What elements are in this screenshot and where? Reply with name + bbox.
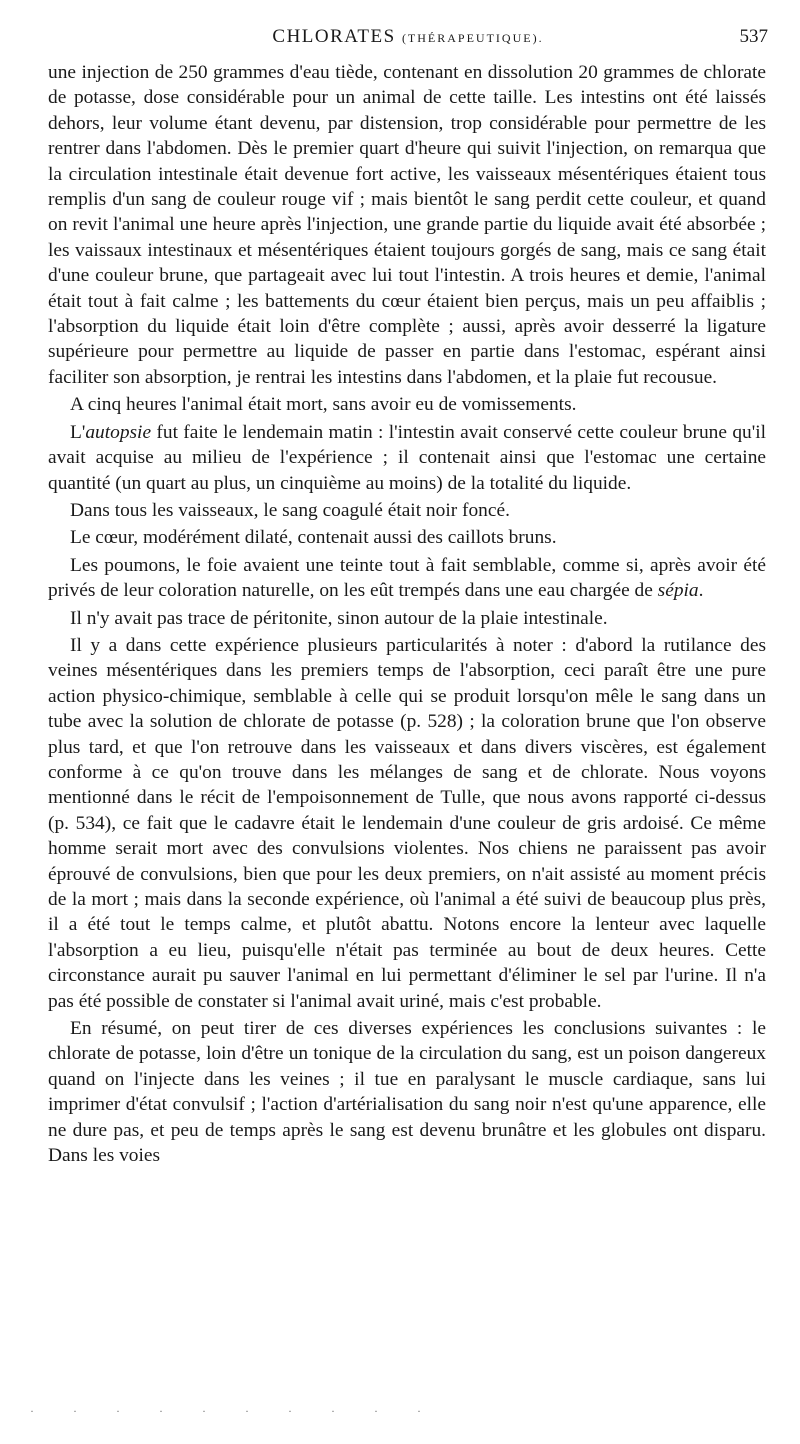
- paragraph-2-text: A cinq heures l'animal était mort, sans avoir eu de vomissements.: [70, 394, 577, 416]
- running-title-sub: (THÉRAPEUTIQUE).: [401, 31, 544, 45]
- page-number: 537: [739, 26, 768, 47]
- paragraph-7-text: Il n'y avait pas trace de péritonite, sinon autour de la plaie intestinale.: [70, 607, 608, 629]
- paragraph-3-lead: L': [70, 421, 86, 443]
- paragraph-2: [48, 392, 766, 417]
- paragraph-9-text: En résumé, on peut tirer de ces diverses expériences les conclusions suivantes : le chlorate de potasse, loin d'être un tonique de la circulation du sang, est un poison dangereux quand on l'injecte dans les veines ; il tue en paralysant le muscle cardiaque, sans lui imprimer d'état convulsif ; l'action d'artérialisation du sang noir n'est qu'une apparence, elle ne dure pas, et peu de temps après le sang est devenu brunâtre et les globules ont disparu. Dans les voies: [48, 1018, 766, 1167]
- paragraph-4: [48, 498, 766, 523]
- paragraph-5-text: Le cœur, modérément dilaté, contenait aussi des caillots bruns.: [70, 527, 557, 549]
- paragraph-5: [48, 525, 766, 550]
- body-text: [48, 60, 766, 1168]
- paragraph-8: [48, 633, 766, 1014]
- paragraph-3-text: fut faite le lendemain matin : l'intestin avait conservé cette couleur brune qu'il avait acquise au milieu de l'expérience ; il contenait ainsi que l'estomac une certaine quantité (un quart au plus, un cinquième au moins) de la totalité du liquide.: [48, 421, 766, 494]
- running-title: [48, 26, 768, 48]
- paragraph-3: [48, 420, 766, 496]
- paragraph-9: [48, 1016, 766, 1168]
- paragraph-3-italic: autopsie: [85, 421, 152, 443]
- paragraph-1: [48, 60, 766, 390]
- footer-specks: · · · · · · · · · ·: [30, 1404, 439, 1418]
- paragraph-6-italic: sépia: [657, 580, 699, 602]
- paragraph-8-text: Il y a dans cette expérience plusieurs particularités à noter : d'abord la rutilance des veines mésentériques dans les premiers temps de l'absorption, ceci paraît être une pure action physico-chimique, semblable à celle qui se produit lorsqu'on mêle le sang dans un tube avec la solution de chlorate de potasse (p. 528) ; la coloration brune que l'on observe plus tard, et que l'on retrouve dans les vaisseaux et dans divers viscères, est également conforme à ce qu'on trouve dans les mélanges de sang et de chlorate. Nous voyons mentionné dans le récit de l'empoisonnement de Tulle, que nous avons rapporté ci-dessus (p. 534), ce fait que le cadavre était le lendemain d'une couleur de gris ardoisé. Ce même homme serait mort avec des convulsions violentes. Nos chiens ne paraissent pas avoir éprouvé de convulsions, bien que pour les deux premiers, on n'ait assisté au moment précis de la mort ; mais dans la seconde expérience, où l'animal a été suivi de beaucoup plus près, il a été tout le temps calme, et plutôt abattu. Notons encore la lenteur avec laquelle l'absorption a eu lieu, puisqu'elle n'était pas terminée au bout de deux heures. Cette circonstance aurait pu sauver l'animal en lui permettant d'éliminer le sel par l'urine. Il n'a pas été possible de constater si l'animal avait uriné, mais c'est probable.: [48, 634, 766, 1012]
- running-title-main: CHLORATES: [272, 26, 396, 47]
- paragraph-4-text: Dans tous les vaisseaux, le sang coagulé était noir foncé.: [70, 499, 510, 521]
- paragraph-7: [48, 606, 766, 631]
- paragraph-6-trail: .: [698, 580, 704, 602]
- paragraph-1-text: une injection de 250 grammes d'eau tiède, contenant en dissolution 20 grammes de chlorate de potasse, dose considérable pour un animal de cette taille. Les intestins ont été laissés dehors, leur volume étant devenu, par distension, trop considérable pour permettre de les rentrer dans l'abdomen. Dès le premier quart d'heure qui suivit l'injection, on remarqua que la circulation intestinale était devenue fort active, les vaisseaux mésentériques étaient tous remplis d'un sang de couleur rouge vif ; mais bientôt le sang perdit cette couleur, et quand on revit l'animal une heure après l'injection, une grande partie du liquide avait été absorbée ; les vaissaux intestinaux et mésentériques étaient toujours gorgés de sang, mais ce sang était d'une couleur brune, que partageait avec lui tout l'intestin. A trois heures et demie, l'animal était tout à fait calme ; les battements du cœur étaient bien perçus, mais un peu affaiblis ; l'absorption du liquide était loin d'être complète ; aussi, après avoir desserré la ligature supérieure pour permettre au liquide de passer en partie dans l'estomac, espérant ainsi faciliter son absorption, je rentrai les intestins dans l'abdomen, et la plaie fut recousue.: [48, 62, 766, 388]
- paragraph-6-text: Les poumons, le foie avaient une teinte tout à fait semblable, comme si, après avoir été privés de leur coloration naturelle, on les eût trempés dans une eau chargée de: [48, 554, 766, 602]
- paragraph-6: [48, 553, 766, 604]
- page-header: [48, 26, 768, 56]
